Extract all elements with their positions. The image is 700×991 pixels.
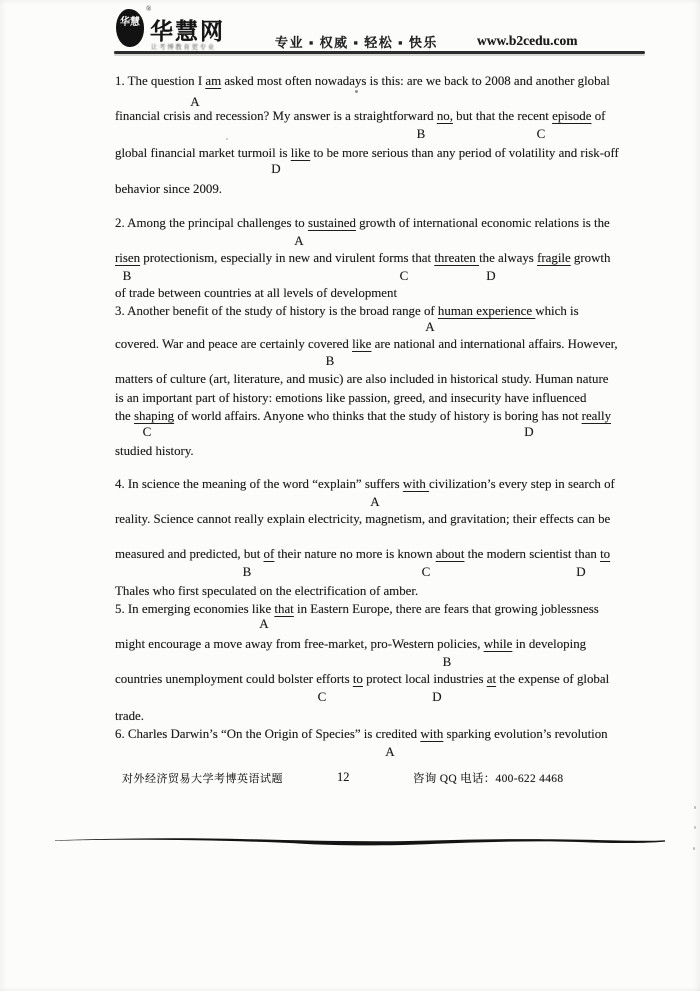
scan-artifact-line	[0, 830, 700, 852]
q2-line-3: of trade between countries at all levels of development	[115, 286, 398, 300]
huahui-seal-logo	[116, 9, 144, 47]
option-marker-d: D	[524, 424, 534, 439]
logo-tagline: 让考博教育更专业	[151, 44, 216, 51]
q3-line-2: covered. War and peace are certainly covered like are national and international affairs. However,	[115, 337, 618, 351]
option-marker-c: C	[421, 564, 431, 579]
option-marker-a: A	[370, 494, 380, 509]
option-marker-b: B	[442, 654, 452, 669]
seal-characters: 华慧	[120, 17, 140, 28]
logo-brand-name: 华慧网	[150, 18, 225, 44]
scan-speck	[693, 847, 695, 850]
option-marker-c: C	[317, 689, 327, 704]
header-slogan: 专业 ▪ 权威 ▪ 轻松 ▪ 快乐	[275, 35, 438, 50]
option-marker-d: D	[432, 689, 442, 704]
option-marker-a: A	[190, 94, 200, 109]
q3-line-6: studied history.	[115, 444, 194, 458]
scan-speck	[694, 806, 696, 809]
q5-line-4: trade.	[115, 709, 144, 723]
scan-speck	[226, 138, 228, 140]
q4-line-3: measured and predicted, but of their nature no more is known about the modern scientist than to	[115, 547, 611, 561]
q4-line-4: Thales who first speculated on the electrification of amber.	[115, 584, 419, 598]
header-divider-rule	[114, 51, 645, 54]
option-marker-b: B	[416, 126, 426, 141]
option-marker-c: C	[142, 424, 152, 439]
q3-line-1: 3. Another benefit of the study of history is the broad range of human experience which is	[115, 304, 579, 318]
option-marker-b: B	[325, 353, 335, 368]
q5-line-3: countries unemployment could bolster efforts to protect local industries at the expense of global	[115, 672, 610, 686]
q1-line-1: 1. The question I am asked most often nowadays is this: are we back to 2008 and another global	[115, 74, 610, 88]
scan-speck	[469, 342, 471, 349]
q5-line-1: 5. In emerging economies like that in Eastern Europe, there are fears that growing joblessness	[115, 602, 599, 616]
q3-line-5: the shaping of world affairs. Anyone who thinks that the study of history is boring has not really	[115, 409, 612, 423]
footer-contact-info: 咨询 QQ 电话：400-622 4468	[413, 773, 564, 785]
q2-line-2: risen protectionism, especially in new and virulent forms that threaten the always fragile growth	[115, 251, 611, 265]
q1-line-4: behavior since 2009.	[115, 182, 223, 196]
q2-line-1: 2. Among the principal challenges to sustained growth of international economic relations is the	[115, 216, 610, 230]
q1-line-3: global financial market turmoil is like to be more serious than any period of volatility and risk-off	[115, 146, 619, 160]
q3-line-4: is an important part of history: emotions like passion, greed, and insecurity have influenced	[115, 391, 587, 405]
option-marker-b: B	[242, 564, 252, 579]
footer-page-number: 12	[337, 770, 350, 784]
option-marker-c: C	[399, 268, 409, 283]
option-marker-a: A	[425, 319, 435, 334]
option-marker-d: D	[271, 161, 281, 176]
footer-exam-title: 对外经济贸易大学考博英语试题	[122, 773, 283, 785]
q5-line-2: might encourage a move away from free-market, pro-Western policies, while in developing	[115, 637, 587, 651]
header-website-url: www.b2cedu.com	[477, 33, 578, 48]
scan-speck	[355, 90, 358, 93]
scan-speck	[694, 826, 696, 829]
option-marker-d: D	[486, 268, 496, 283]
option-marker-d: D	[576, 564, 586, 579]
option-marker-b: B	[122, 268, 132, 283]
q6-line-1: 6. Charles Darwin’s “On the Origin of Species” is credited with sparking evolution’s revolution	[115, 727, 608, 741]
option-marker-a: A	[294, 233, 304, 248]
q1-line-2: financial crisis and recession? My answer is a straightforward no, but that the recent episode of	[115, 109, 606, 123]
q4-line-2: reality. Science cannot really explain electricity, magnetism, and gravitation; their effects can be	[115, 512, 611, 526]
q3-line-3: matters of culture (art, literature, and music) are also included in historical study. Human nature	[115, 372, 609, 386]
registered-trademark-icon: ®	[146, 5, 152, 13]
q4-line-1: 4. In science the meaning of the word “explain” suffers with civilization’s every step in search of	[115, 477, 615, 491]
option-marker-a: A	[385, 744, 395, 759]
option-marker-c: C	[536, 126, 546, 141]
option-marker-a: A	[259, 616, 269, 631]
